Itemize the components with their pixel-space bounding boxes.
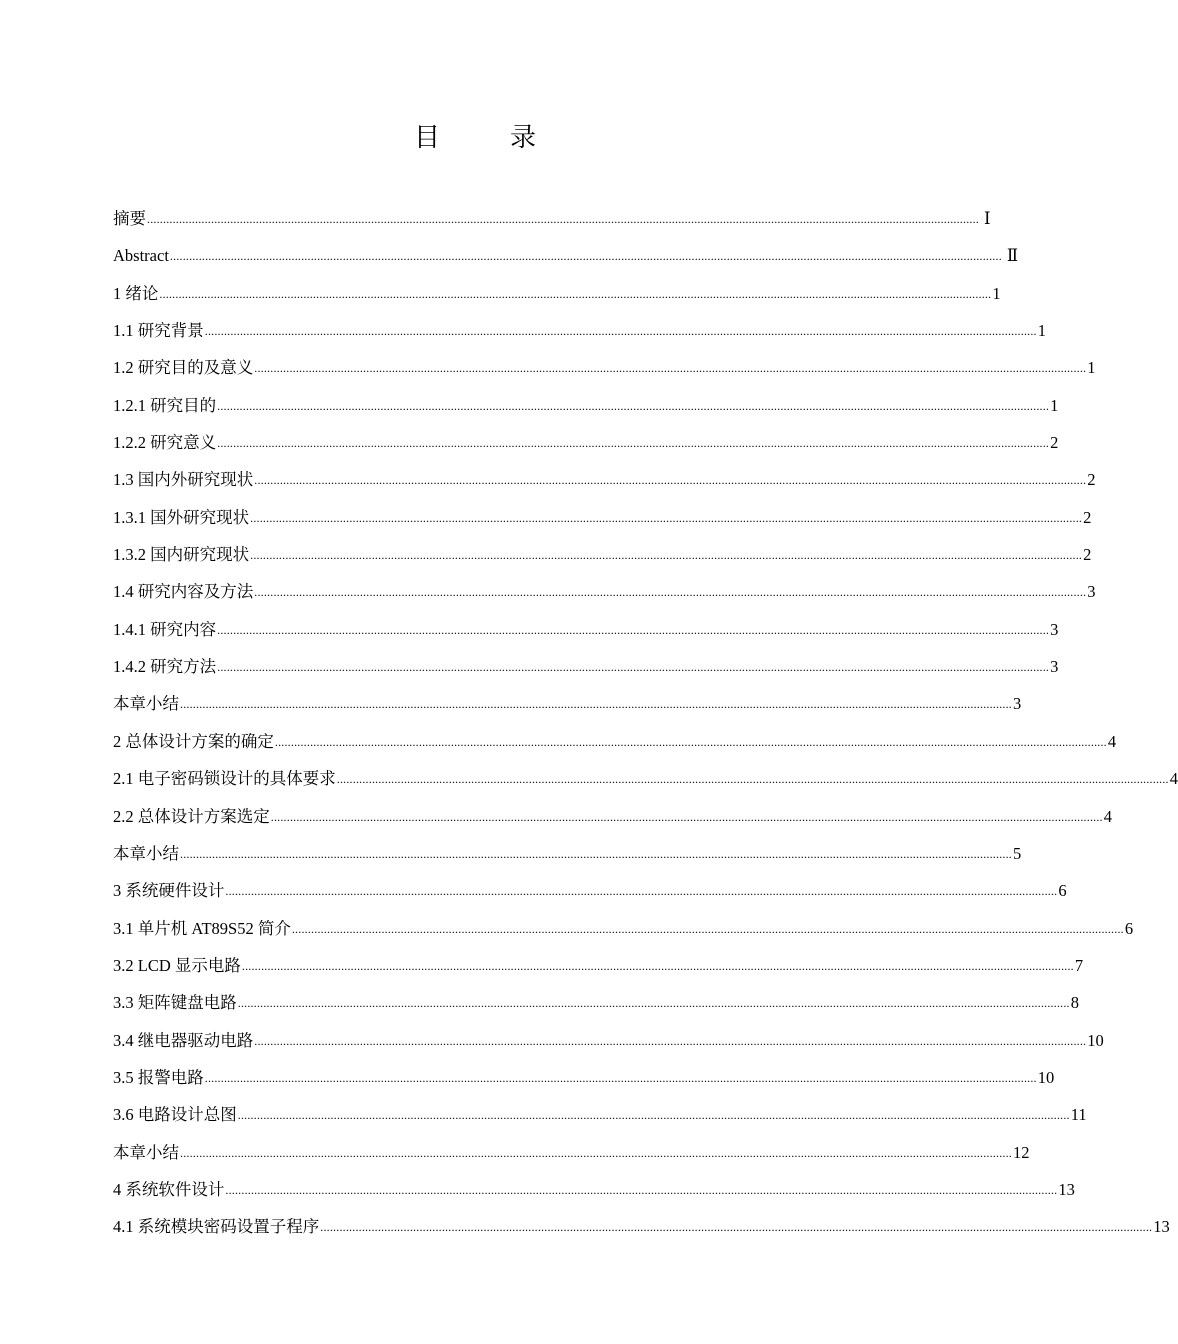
toc-entry-label: 本章小结 bbox=[113, 694, 179, 714]
toc-entry[interactable] bbox=[113, 1022, 1104, 1059]
toc-entry-page: Ⅰ bbox=[984, 209, 991, 228]
dot-leader: .................................................................................................................................................................................................................................................................... bbox=[180, 846, 1012, 861]
toc-entry-label: 1.2.2 研究意义 bbox=[113, 433, 217, 453]
dot-leader: .................................................................................................................................................................................................................................................................... bbox=[217, 660, 1050, 675]
dot-leader: .................................................................................................................................................................................................................................................................... bbox=[204, 324, 1037, 339]
toc-entry-label: 1.3.2 国内研究现状 bbox=[113, 545, 250, 565]
dot-leader: .................................................................................................................................................................................................................................................................... bbox=[204, 1070, 1037, 1085]
toc-entry-page: 4 bbox=[1169, 769, 1178, 789]
toc-entry[interactable] bbox=[113, 275, 1001, 312]
toc-entry[interactable] bbox=[113, 984, 1079, 1021]
toc-entry-label: 3.5 报警电路 bbox=[113, 1067, 204, 1087]
toc-entry-page: 2 bbox=[1083, 545, 1092, 565]
toc-entry[interactable] bbox=[113, 685, 1022, 722]
dot-leader: .................................................................................................................................................................................................................................................................... bbox=[225, 884, 1058, 899]
dot-leader: .................................................................................................................................................................................................................................................................... bbox=[169, 249, 1002, 264]
toc-entry[interactable] bbox=[113, 461, 1096, 498]
toc-entry[interactable] bbox=[113, 1096, 1087, 1133]
toc-entry-page: 1 bbox=[1087, 358, 1096, 378]
toc-entry-label: 1.2.1 研究目的 bbox=[113, 395, 217, 415]
toc-entry-page: 10 bbox=[1037, 1067, 1055, 1087]
toc-entry[interactable] bbox=[113, 387, 1059, 424]
toc-entry-label: 2.2 总体设计方案选定 bbox=[113, 806, 270, 826]
toc-entry[interactable] bbox=[113, 1059, 1055, 1096]
toc-entry-label: 本章小结 bbox=[113, 843, 179, 863]
toc-entry-page: 4 bbox=[1103, 806, 1112, 826]
dot-leader: .................................................................................................................................................................................................................................................................... bbox=[217, 398, 1050, 413]
toc-entry[interactable] bbox=[113, 312, 1046, 349]
dot-leader: .................................................................................................................................................................................................................................................................... bbox=[291, 921, 1124, 936]
toc-entry[interactable] bbox=[113, 947, 1084, 984]
toc-entry-page: 3 bbox=[1050, 619, 1059, 639]
toc-list bbox=[113, 200, 1178, 1246]
toc-entry-label: 本章小结 bbox=[113, 1142, 179, 1162]
toc-entry-page: 1 bbox=[1037, 321, 1046, 341]
dot-leader: .................................................................................................................................................................................................................................................................... bbox=[254, 1033, 1087, 1048]
dot-leader: .................................................................................................................................................................................................................................................................... bbox=[274, 734, 1107, 749]
toc-entry-page: 7 bbox=[1074, 955, 1084, 975]
dot-leader: .................................................................................................................................................................................................................................................................... bbox=[225, 1182, 1058, 1197]
dot-leader: .................................................................................................................................................................................................................................................................... bbox=[270, 809, 1103, 824]
dot-leader: .................................................................................................................................................................................................................................................................... bbox=[254, 473, 1087, 488]
toc-entry[interactable] bbox=[113, 499, 1092, 536]
dot-leader: .................................................................................................................................................................................................................................................................... bbox=[180, 1145, 1012, 1160]
toc-entry-label: 1.2 研究目的及意义 bbox=[113, 358, 254, 378]
dot-leader: .................................................................................................................................................................................................................................................................... bbox=[217, 436, 1050, 451]
dot-leader: .................................................................................................................................................................................................................................................................... bbox=[254, 585, 1087, 600]
toc-entry-page: 13 bbox=[1058, 1179, 1075, 1199]
toc-entry[interactable] bbox=[113, 1134, 1030, 1171]
toc-entry-page: 6 bbox=[1058, 881, 1067, 901]
toc-entry-page: 10 bbox=[1087, 1030, 1104, 1050]
toc-entry-label: 4.1 系统模块密码设置子程序 bbox=[113, 1217, 320, 1237]
toc-entry-page: 4 bbox=[1107, 731, 1117, 751]
toc-entry-label: 3.6 电路设计总图 bbox=[113, 1105, 237, 1125]
toc-entry[interactable] bbox=[113, 1171, 1075, 1208]
toc-entry-page: 5 bbox=[1013, 843, 1022, 863]
toc-entry[interactable] bbox=[113, 611, 1059, 648]
toc-entry[interactable] bbox=[113, 536, 1092, 573]
toc-entry-label: 1.4 研究内容及方法 bbox=[113, 582, 254, 602]
toc-entry-label: 3.1 单片机 AT89S52 简介 bbox=[113, 918, 291, 938]
toc-entry[interactable] bbox=[113, 424, 1059, 461]
toc-entry-label: 2 总体设计方案的确定 bbox=[113, 731, 274, 751]
dot-leader: .................................................................................................................................................................................................................................................................... bbox=[237, 996, 1070, 1011]
dot-leader: .................................................................................................................................................................................................................................................................... bbox=[250, 548, 1083, 563]
toc-entry-page: 6 bbox=[1124, 918, 1134, 938]
page-title: 目 录 bbox=[413, 123, 558, 152]
toc-entry[interactable] bbox=[113, 723, 1117, 760]
toc-entry[interactable] bbox=[113, 760, 1178, 797]
toc-entry-page: 2 bbox=[1083, 507, 1092, 527]
toc-entry-page: 3 bbox=[1050, 657, 1059, 677]
dot-leader: .................................................................................................................................................................................................................................................................... bbox=[320, 1220, 1153, 1235]
toc-entry-label: 3.4 继电器驱动电路 bbox=[113, 1030, 254, 1050]
toc-entry-page: 1 bbox=[1050, 395, 1059, 415]
dot-leader: .................................................................................................................................................................................................................................................................... bbox=[241, 958, 1074, 973]
dot-leader: .................................................................................................................................................................................................................................................................... bbox=[217, 622, 1050, 637]
toc-entry-label: 4 系统软件设计 bbox=[113, 1179, 225, 1199]
toc-entry[interactable] bbox=[113, 349, 1096, 386]
toc-entry-page: 12 bbox=[1013, 1142, 1030, 1162]
toc-entry-page: 2 bbox=[1087, 470, 1096, 490]
toc-entry-label: 2.1 电子密码锁设计的具体要求 bbox=[113, 769, 336, 789]
toc-entry[interactable] bbox=[113, 648, 1059, 685]
toc-entry[interactable] bbox=[113, 573, 1096, 610]
dot-leader: .................................................................................................................................................................................................................................................................... bbox=[159, 286, 992, 301]
dot-leader: .................................................................................................................................................................................................................................................................... bbox=[147, 212, 979, 226]
toc-entry-label: 3 系统硬件设计 bbox=[113, 881, 225, 901]
toc-entry[interactable] bbox=[113, 872, 1067, 909]
dot-leader: .................................................................................................................................................................................................................................................................... bbox=[180, 697, 1012, 712]
toc-entry-page: 8 bbox=[1070, 993, 1079, 1013]
toc-entry-page: 1 bbox=[992, 283, 1001, 303]
toc-entry-label: 1.3 国内外研究现状 bbox=[113, 470, 254, 490]
toc-entry-page: 3 bbox=[1087, 582, 1096, 602]
dot-leader: .................................................................................................................................................................................................................................................................... bbox=[237, 1108, 1070, 1123]
toc-entry[interactable] bbox=[113, 237, 1019, 274]
dot-leader: .................................................................................................................................................................................................................................................................... bbox=[336, 772, 1169, 787]
toc-entry-label: 3.2 LCD 显示电路 bbox=[113, 955, 241, 975]
toc-entry-page: 2 bbox=[1050, 433, 1059, 453]
dot-leader: .................................................................................................................................................................................................................................................................... bbox=[254, 361, 1087, 376]
toc-entry-label: 摘要 bbox=[113, 209, 146, 228]
toc-entry-page: 13 bbox=[1153, 1217, 1170, 1237]
toc-entry-label: Abstract bbox=[113, 246, 169, 266]
toc-entry-page: Ⅱ bbox=[1006, 246, 1019, 266]
toc-entry-label: 1.4.2 研究方法 bbox=[113, 657, 217, 677]
toc-entry[interactable] bbox=[113, 1208, 1170, 1245]
toc-entry[interactable] bbox=[113, 910, 1134, 947]
toc-entry-page: 3 bbox=[1013, 694, 1022, 714]
toc-entry-label: 3.3 矩阵键盘电路 bbox=[113, 993, 237, 1013]
toc-entry-label: 1.3.1 国外研究现状 bbox=[113, 507, 250, 527]
dot-leader: .................................................................................................................................................................................................................................................................... bbox=[250, 510, 1083, 525]
toc-entry-page: 11 bbox=[1070, 1105, 1087, 1125]
toc-entry-label: 1.1 研究背景 bbox=[113, 321, 204, 341]
toc-entry-label: 1.4.1 研究内容 bbox=[113, 619, 217, 639]
toc-entry-label: 1 绪论 bbox=[113, 283, 159, 303]
toc-entry[interactable] bbox=[113, 835, 1022, 872]
toc-entry[interactable] bbox=[113, 798, 1112, 835]
toc-entry[interactable] bbox=[113, 200, 991, 237]
